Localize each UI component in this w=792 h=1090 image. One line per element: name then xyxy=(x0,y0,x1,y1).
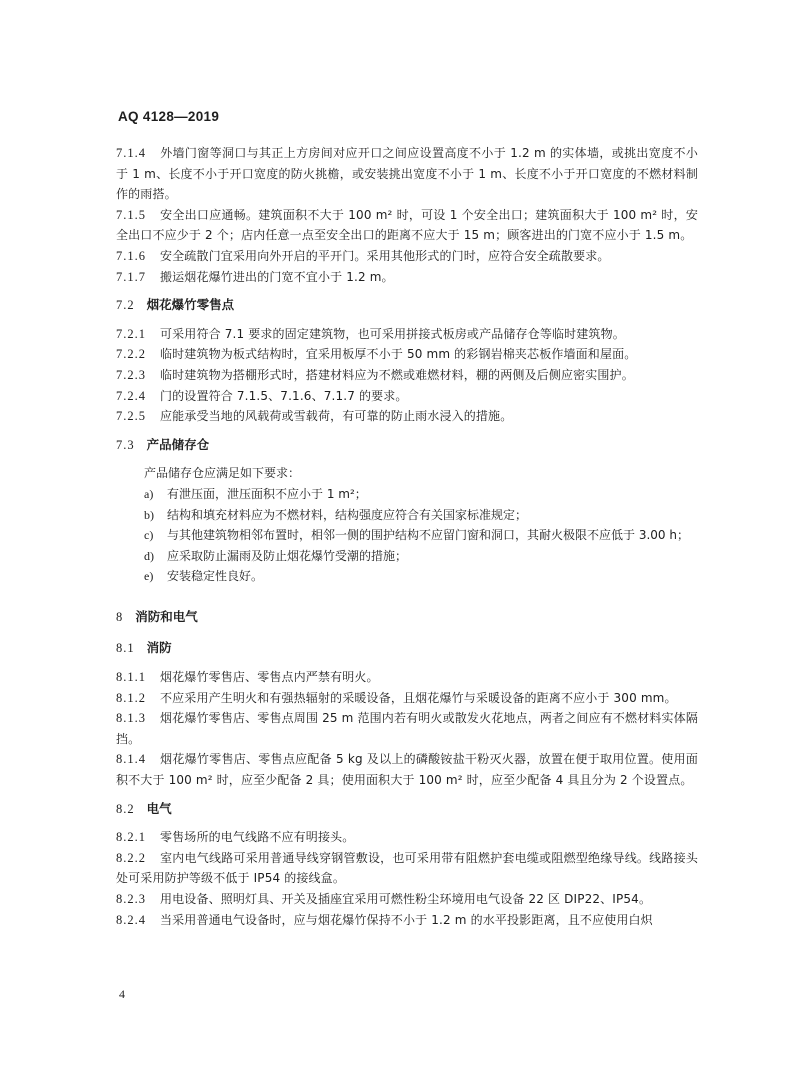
list-item-c xyxy=(116,525,698,546)
clause-number: 7.1.7 xyxy=(116,269,146,284)
clause-7-1-4 xyxy=(116,143,698,205)
section-title: 电气 xyxy=(146,800,172,816)
clause-text: 临时建筑物为板式结构时，宜采用板厚不小于 50 mm 的彩钢岩棉夹芯板作墙面和屋面。 xyxy=(160,347,637,362)
document-body xyxy=(116,143,698,930)
clause-text: 用电设备、照明灯具、开关及插座宜采用可燃性粉尘环境用电气设备 22 区 DIP22、IP54。 xyxy=(160,892,652,906)
page-number: 4 xyxy=(119,987,125,1001)
clause-text: 当采用普通电气设备时，应与烟花爆竹保持不小于 1.2 m 的水平投影距离，且不应使用白炽 xyxy=(160,912,653,927)
clause-text: 室内电气线路可采用普通导线穿钢管敷设，也可采用带有阻燃护套电缆或阻燃型绝缘导线。线路接头处可采用防护等级不低于 IP54 的接线盒。 xyxy=(116,850,698,886)
section-heading-7-3 xyxy=(116,435,698,456)
clause-number: 8.1.4 xyxy=(116,752,146,767)
clause-text: 搬运烟花爆竹进出的门宽不宜小于 1.2 m。 xyxy=(160,269,394,284)
clause-7-2-1 xyxy=(116,324,698,345)
section-heading-8 xyxy=(116,607,698,628)
clause-number: 8.1.2 xyxy=(116,690,146,705)
clause-8-2-2 xyxy=(116,848,698,889)
clause-number: 8.2.2 xyxy=(116,850,146,865)
section-title: 消防和电气 xyxy=(135,608,198,624)
clause-text: 可采用符合 7.1 要求的固定建筑物，也可采用拼接式板房或产品储存仓等临时建筑物。 xyxy=(160,326,625,341)
clause-number: 7.1.5 xyxy=(116,207,146,222)
list-marker: b) xyxy=(144,507,154,522)
clause-text: 烟花爆竹零售店、零售点应配备 5 kg 及以上的磷酸铵盐干粉灭火器，放置在便于取用位置。使用面积不大于 100 m² 时，应至少配备 2 具；使用面积大于 100 m² 时，应至少配备 4 具且分为 2 个设置点。 xyxy=(116,752,698,788)
section-number: 8.2 xyxy=(116,801,135,816)
clause-number: 7.2.5 xyxy=(116,409,146,424)
clause-text: 应能承受当地的风载荷或雪载荷，有可靠的防止雨水浸入的措施。 xyxy=(160,409,513,424)
section-title: 产品储存仓 xyxy=(146,436,210,452)
clause-number: 7.2.4 xyxy=(116,388,146,403)
clause-number: 8.2.4 xyxy=(116,912,146,927)
clause-text: 烟花爆竹零售店、零售点内严禁有明火。 xyxy=(160,670,379,685)
section-heading-8-1 xyxy=(116,638,698,659)
clause-number: 8.1.3 xyxy=(116,711,146,726)
clause-text: 门的设置符合 7.1.5、7.1.6、7.1.7 的要求。 xyxy=(160,388,408,403)
list-item-text: 安装稳定性良好。 xyxy=(167,569,264,584)
list-item-text: 与其他建筑物相邻布置时，相邻一侧的围护结构不应留门窗和洞口，其耐火极限不应低于 3.00 h； xyxy=(167,528,689,543)
clause-number: 7.2.1 xyxy=(116,326,146,341)
requirements-intro: 产品储存仓应满足如下要求： xyxy=(144,466,301,481)
list-marker: d) xyxy=(144,548,154,563)
document-code: AQ 4128—2019 xyxy=(118,109,220,124)
clause-8-2-3 xyxy=(116,889,698,910)
clause-text: 外墙门窗等洞口与其正上方房间对应开口之间应设置高度不小于 1.2 m 的实体墙，或挑出宽度不小于 1 m、长度不小于开口宽度的防火挑檐，或安装挑出宽度不小于 1 m、长度不小于开口宽度的不燃材料制作的雨搭。 xyxy=(116,146,698,202)
section-heading-7-2 xyxy=(116,295,698,316)
clause-number: 7.1.6 xyxy=(116,248,146,263)
clause-8-2-1 xyxy=(116,827,698,848)
clause-text: 安全出口应通畅。建筑面积不大于 100 m² 时，可设 1 个安全出口；建筑面积大于 100 m² 时，安全出口不应少于 2 个；店内任意一点至安全出口的距离不应大于 15 m；顾客进出的门宽不应小于 1.5 m。 xyxy=(116,207,698,243)
list-marker: e) xyxy=(144,569,154,584)
section-title: 烟花爆竹零售点 xyxy=(146,297,235,313)
section-title: 消防 xyxy=(146,640,172,656)
clause-7-2-2 xyxy=(116,344,698,365)
section-heading-8-2 xyxy=(116,799,698,820)
list-item-text: 应采取防止漏雨及防止烟花爆竹受潮的措施； xyxy=(167,548,408,563)
section-number: 8.1 xyxy=(116,641,135,656)
list-item-text: 有泄压面，泄压面积不应小于 1 m²； xyxy=(167,486,367,501)
clause-text: 安全疏散门宜采用向外开启的平开门。采用其他形式的门时，应符合安全疏散要求。 xyxy=(160,248,610,263)
clause-7-1-7 xyxy=(116,267,698,288)
section-number: 7.2 xyxy=(116,298,135,313)
clause-8-1-1 xyxy=(116,667,698,688)
clause-8-1-4 xyxy=(116,749,698,790)
clause-text: 不应采用产生明火和有强热辐射的采暖设备，且烟花爆竹与采暖设备的距离不应小于 300 mm。 xyxy=(160,690,677,705)
list-item-e xyxy=(116,566,698,587)
list-item-b xyxy=(116,505,698,526)
clause-text: 烟花爆竹零售店、零售点周围 25 m 范围内若有明火或散发火花地点，两者之间应有不燃材料实体隔挡。 xyxy=(116,711,698,746)
clause-8-1-3 xyxy=(116,708,698,749)
section-number: 7.3 xyxy=(116,437,135,452)
list-item-d xyxy=(116,546,698,567)
clause-number: 7.1.4 xyxy=(116,146,146,160)
list-marker: a) xyxy=(144,486,154,501)
clause-number: 8.1.1 xyxy=(116,670,146,685)
clause-7-2-5 xyxy=(116,406,698,427)
list-item-text: 结构和填充材料应为不燃材料，结构强度应符合有关国家标准规定； xyxy=(167,507,528,522)
clause-8-2-4 xyxy=(116,910,698,931)
clause-number: 7.2.3 xyxy=(116,367,146,382)
section-number: 8 xyxy=(116,609,124,624)
clause-7-2-3 xyxy=(116,365,698,386)
clause-7-1-5 xyxy=(116,205,698,246)
clause-number: 8.2.1 xyxy=(116,830,146,845)
list-marker: c) xyxy=(144,528,154,543)
clause-text: 临时建筑物为搭棚形式时，搭建材料应为不燃或难燃材料，棚的两侧及后侧应密实围护。 xyxy=(160,367,634,382)
list-item-a xyxy=(116,484,698,505)
clause-8-1-2 xyxy=(116,688,698,709)
clause-7-2-4 xyxy=(116,386,698,407)
clause-number: 8.2.3 xyxy=(116,892,146,906)
clause-7-1-6 xyxy=(116,246,698,267)
clause-number: 7.2.2 xyxy=(116,347,146,362)
clause-text: 零售场所的电气线路不应有明接头。 xyxy=(160,830,355,845)
